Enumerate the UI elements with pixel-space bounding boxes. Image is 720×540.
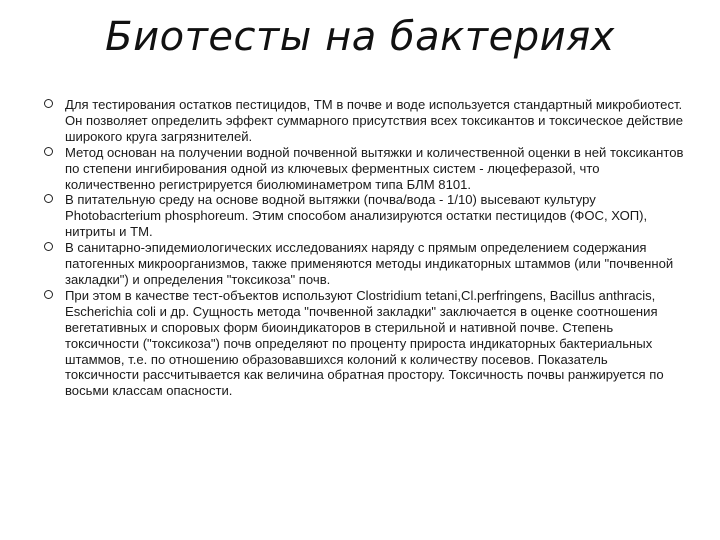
bullet-text: Метод основан на получении водной почвенной вытяжки и количественной оценки в ней токсикантов по степени ингибирования одной из ключевых ферментных систем - люцеферазой, что количественно регистрируется биолюминаметром типа БЛМ 8101. xyxy=(65,144,684,192)
bullet-item xyxy=(44,97,684,145)
bullet-text: В санитарно-эпидемиологических исследованиях наряду с прямым определением содержания патогенных микроорганизмов, также применяются методы индикаторных штаммов (или "почвенной закладки") и определения "токсикоза" почв. xyxy=(65,240,674,287)
circle-bullet-icon xyxy=(44,147,53,156)
slide-title: Биотесты на бактериях xyxy=(105,14,615,60)
bullet-text: В питательную среду на основе водной вытяжки (почва/вода - 1/10) высевают культуру Photobacrterium phosphoreum. Этим способом анализируются остатки пестицидов (ФОС, ХОП), нитриты и ТМ. xyxy=(65,192,648,240)
circle-bullet-icon xyxy=(44,194,53,203)
circle-bullet-icon xyxy=(44,99,53,108)
circle-bullet-icon xyxy=(44,242,53,251)
bullet-item xyxy=(44,240,684,288)
bullet-text: При этом в качестве тест-объектов используют Clostridium tetani,Cl.perfringens, Bacillus anthracis, Escherichia coli и др. Сущность метода "почвенной закладки" заключается в оценке соотношения вегетативных и споровых форм биоиндикаторов в стерильной и нативной почве. Степень токсичности ("токсикоза") почв определяют по проценту прироста индикаторных бактериальных штаммов, т.е. по отношению образовавшихся колоний к количеству посевов. Показатель токсичности рассчитывается как величина обратная простору. Токсичность почвы ранжируется по восьми классам опасности. xyxy=(65,287,664,399)
circle-bullet-icon xyxy=(44,290,53,299)
bullet-text: Для тестирования остатков пестицидов, ТМ в почве и воде используется стандартный микробиотест. Он позволяет определить эффект суммарного присутствия всех токсикантов и токсическое действие широкого круга загрязнителей. xyxy=(65,97,684,144)
bullet-item xyxy=(44,192,684,240)
bullet-item xyxy=(44,288,684,399)
bullet-item xyxy=(44,145,684,193)
bullet-list xyxy=(44,97,684,399)
